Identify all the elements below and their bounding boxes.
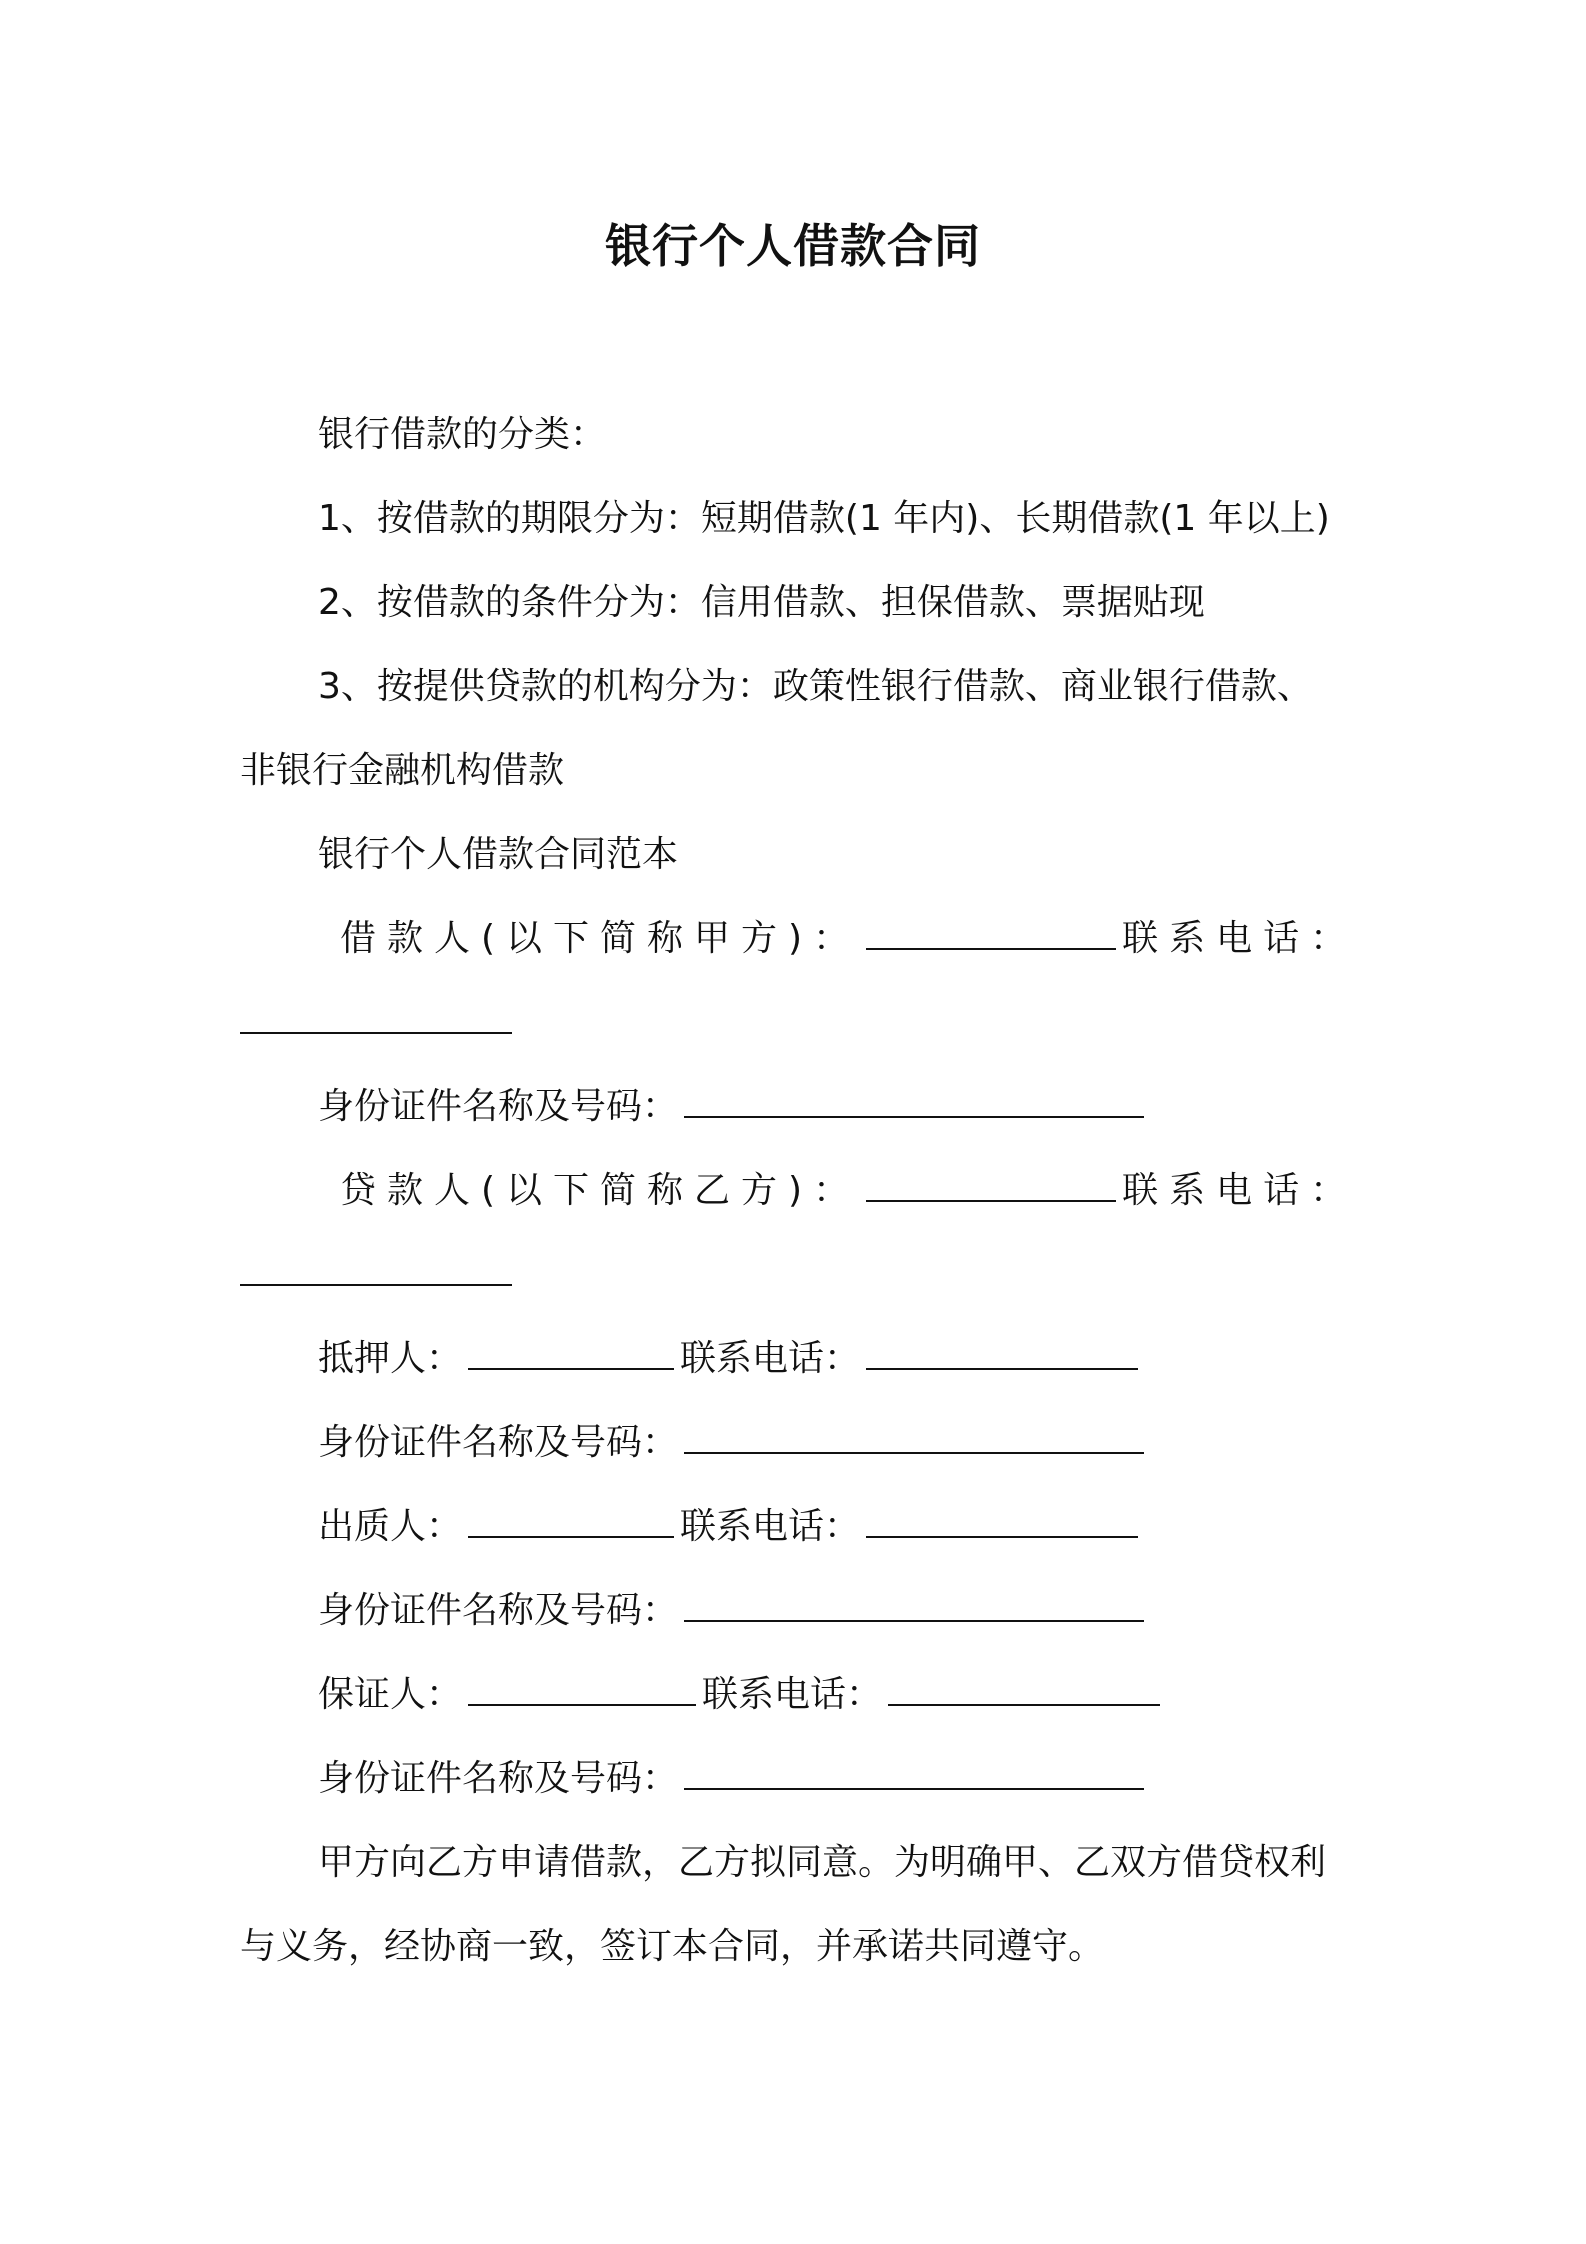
id-row-4 xyxy=(318,1754,1438,1804)
guarantor-phone-blank[interactable] xyxy=(888,1670,1160,1706)
borrower-phone-blank[interactable] xyxy=(240,998,512,1034)
lender-phone-blank[interactable] xyxy=(240,1250,512,1286)
pledgor-phone-blank[interactable] xyxy=(866,1502,1138,1538)
mortgagor-phone-blank[interactable] xyxy=(866,1334,1138,1370)
id-row-2 xyxy=(318,1418,1438,1468)
id-blank-2[interactable] xyxy=(684,1418,1144,1454)
lender-name-blank[interactable] xyxy=(866,1166,1116,1202)
lender-label: 贷款人(以下简称乙方)： xyxy=(340,1170,861,1211)
guarantor-row xyxy=(318,1670,1438,1720)
pledgor-label: 出质人： xyxy=(318,1506,463,1547)
id-blank-4[interactable] xyxy=(684,1754,1144,1790)
classification-item-3: 3、按提供贷款的机构分为：政策性银行借款、商业银行借款、 xyxy=(318,666,1313,707)
mortgagor-phone-label: 联系电话： xyxy=(680,1338,861,1379)
borrower-row xyxy=(340,914,1460,964)
id-label-1: 身份证件名称及号码： xyxy=(318,1086,679,1127)
lender-phone-label: 联系电话： xyxy=(1122,1170,1358,1211)
pledgor-phone-label: 联系电话： xyxy=(680,1506,861,1547)
guarantor-phone-label: 联系电话： xyxy=(702,1674,883,1715)
id-label-3: 身份证件名称及号码： xyxy=(318,1590,679,1631)
mortgagor-name-blank[interactable] xyxy=(468,1334,674,1370)
borrower-phone-row xyxy=(240,998,1360,1048)
sample-heading: 银行个人借款合同范本 xyxy=(318,834,679,875)
classification-item-2: 2、按借款的条件分为：信用借款、担保借款、票据贴现 xyxy=(318,582,1205,623)
mortgagor-row xyxy=(318,1334,1438,1384)
borrower-name-blank[interactable] xyxy=(866,914,1116,950)
id-blank-3[interactable] xyxy=(684,1586,1144,1622)
classification-item-3-cont: 非银行金融机构借款 xyxy=(240,750,565,791)
id-label-2: 身份证件名称及号码： xyxy=(318,1422,679,1463)
closing-paragraph-line-1: 甲方向乙方申请借款，乙方拟同意。为明确甲、乙双方借贷权利 xyxy=(318,1842,1327,1883)
id-label-4: 身份证件名称及号码： xyxy=(318,1758,679,1799)
borrower-label: 借款人(以下简称甲方)： xyxy=(340,918,861,959)
lender-row xyxy=(340,1166,1460,1216)
guarantor-name-blank[interactable] xyxy=(468,1670,696,1706)
id-blank-1[interactable] xyxy=(684,1082,1144,1118)
document-title: 银行个人借款合同 xyxy=(605,219,981,273)
classification-item-1: 1、按借款的期限分为：短期借款(1 年内)、长期借款(1 年以上) xyxy=(318,498,1330,539)
id-row-1 xyxy=(318,1082,1438,1132)
pledgor-row xyxy=(318,1502,1438,1552)
lender-phone-row xyxy=(240,1250,1360,1300)
mortgagor-label: 抵押人： xyxy=(318,1338,463,1379)
closing-paragraph-line-2: 与义务，经协商一致，签订本合同，并承诺共同遵守。 xyxy=(240,1926,1105,1967)
pledgor-name-blank[interactable] xyxy=(468,1502,674,1538)
classification-heading: 银行借款的分类： xyxy=(318,414,607,455)
guarantor-label: 保证人： xyxy=(318,1674,463,1715)
id-row-3 xyxy=(318,1586,1438,1636)
borrower-phone-label: 联系电话： xyxy=(1122,918,1358,959)
